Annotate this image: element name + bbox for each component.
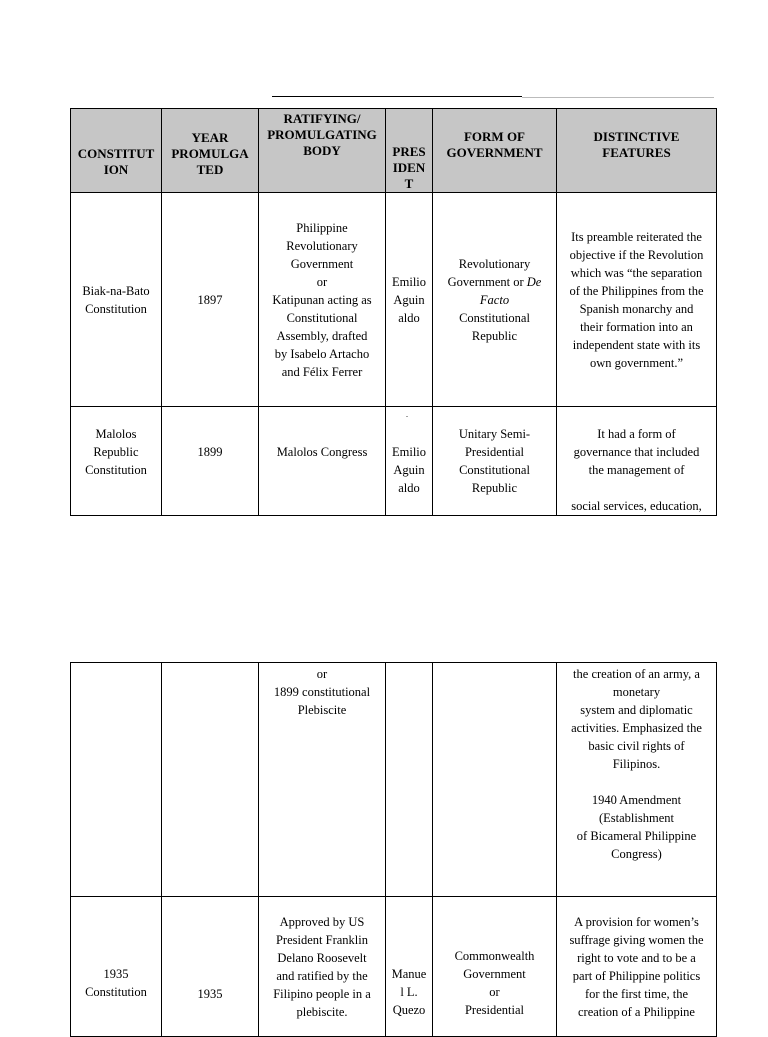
- cell-constitution: 1935 Constitution: [71, 897, 162, 1037]
- cell-year: 1897: [162, 193, 259, 407]
- cell-president: [386, 663, 433, 897]
- table-row: [71, 897, 717, 1037]
- header-distinctive-features: DISTINCTIVE FEATURES: [557, 109, 717, 193]
- cell-year: 1935: [162, 897, 259, 1037]
- cell-features: It had a form of governance that included the management of social services, education,: [557, 407, 717, 516]
- cell-constitution: Biak-na-Bato Constitution: [71, 193, 162, 407]
- cell-body: Philippine Revolutionary Government or Katipunan acting as Constitutional Assembly, drafted by Isabelo Artacho and Félix Ferrer: [259, 193, 386, 407]
- form-italic-text: De Facto: [479, 274, 542, 307]
- header-year-promulgated: YEAR PROMULGA TED: [162, 109, 259, 193]
- cell-body: or 1899 constitutional Plebiscite: [259, 663, 386, 897]
- header-constitution: CONSTITUT ION: [71, 109, 162, 193]
- cell-year: 1899: [162, 407, 259, 516]
- cell-features: the creation of an army, a monetary system and diplomatic activities. Emphasized the basic civil rights of Filipinos. 1940 Amendment (Establishment of Bicameral Philippine Congress): [557, 663, 717, 897]
- form-text-rest: Constitutional Republic: [459, 310, 530, 343]
- stray-mark: .: [406, 410, 408, 419]
- cell-form: Commonwealth Government or Presidential: [433, 897, 557, 1037]
- cell-constitution: [71, 663, 162, 897]
- cell-year: [162, 663, 259, 897]
- cell-president: Manue l L. Quezo: [386, 897, 433, 1037]
- top-rule-right: [522, 97, 714, 98]
- cell-body: Approved by US President Franklin Delano Roosevelt and ratified by the Filipino people in a plebiscite.: [259, 897, 386, 1037]
- cell-features: A provision for women’s suffrage giving women the right to vote and to be a part of Philippine politics for the first time, the creation of a Philippine: [557, 897, 717, 1037]
- cell-president: Emilio Aguin aldo: [386, 193, 433, 407]
- cell-constitution: Malolos Republic Constitution: [71, 407, 162, 516]
- cell-form: [433, 193, 557, 407]
- table-row: [71, 407, 717, 516]
- top-rule: [272, 96, 522, 97]
- cell-features: Its preamble reiterated the objective if the Revolution which was “the separation of the Philippines from the Spanish monarchy and their formation into an independent state with its own government.”: [557, 193, 717, 407]
- header-ratifying-body: RATIFYING/ PROMULGATING BODY: [259, 109, 386, 193]
- cell-form: [433, 663, 557, 897]
- header-president: PRES IDEN T: [386, 109, 433, 193]
- constitutions-table-page-1: [70, 108, 717, 516]
- table-row: [71, 193, 717, 407]
- cell-president: . Emilio Aguin aldo: [386, 407, 433, 516]
- table-row: [71, 663, 717, 897]
- cell-body: Malolos Congress: [259, 407, 386, 516]
- constitutions-table-page-2: [70, 662, 717, 1037]
- header-row: [71, 109, 717, 193]
- form-text: Revolutionary Government or: [447, 256, 531, 289]
- cell-form: Unitary Semi- Presidential Constitutional Republic: [433, 407, 557, 516]
- header-form-of-government: FORM OF GOVERNMENT: [433, 109, 557, 193]
